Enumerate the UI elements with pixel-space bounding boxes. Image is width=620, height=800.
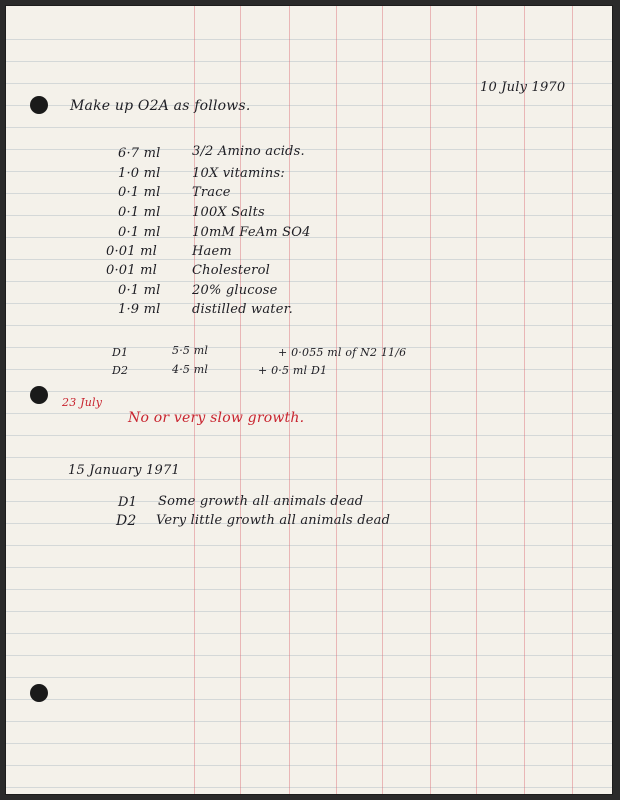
page-rule (382, 6, 383, 794)
page-rule (476, 6, 477, 794)
punch-hole (30, 684, 48, 702)
page-rule (524, 6, 525, 794)
notebook-page (6, 6, 612, 794)
recipe-qty: 1·9 ml (118, 302, 161, 317)
recipe-qty: 6·7 ml (118, 146, 161, 161)
recipe-item: Cholesterol (192, 263, 270, 278)
dilution-label: D1 (112, 346, 129, 359)
page-rule (240, 6, 241, 794)
dilution-volume: 4·5 ml (172, 363, 209, 376)
result-label: D2 (116, 513, 137, 529)
recipe-qty: 0·01 ml (106, 263, 157, 278)
result-text: Very little growth all animals dead (156, 513, 391, 528)
note-text: No or very slow growth. (128, 410, 305, 426)
dilution-label: D2 (112, 364, 129, 377)
dilution-addition: + 0·055 ml of N2 11/6 (278, 346, 407, 359)
page-rule (194, 6, 195, 794)
recipe-item: Trace (192, 185, 231, 200)
recipe-qty: 0·1 ml (118, 225, 161, 240)
result-label: D1 (118, 495, 138, 510)
followup-date: 15 January 1971 (68, 463, 180, 478)
recipe-qty: 0·1 ml (118, 185, 161, 200)
entry-heading: Make up O2A as follows. (70, 98, 251, 114)
recipe-qty: 1·0 ml (118, 166, 161, 181)
dilution-volume: 5·5 ml (172, 344, 209, 357)
entry-date: 10 July 1970 (480, 80, 566, 95)
punch-hole (30, 96, 48, 114)
recipe-item: 10mM FeAm SO4 (192, 225, 311, 240)
recipe-item: 3/2 Amino acids. (192, 144, 305, 159)
punch-hole (30, 386, 48, 404)
page-rule (289, 6, 290, 794)
result-text: Some growth all animals dead (158, 494, 364, 509)
recipe-item: Haem (192, 244, 232, 259)
page-rule (336, 6, 337, 794)
recipe-item: 20% glucose (192, 283, 278, 298)
recipe-item: 10X vitamins: (192, 166, 285, 181)
recipe-item: distilled water. (192, 302, 293, 317)
recipe-item: 100X Salts (192, 205, 265, 220)
note-date: 23 July (62, 396, 103, 409)
recipe-qty: 0·1 ml (118, 283, 161, 298)
recipe-qty: 0·1 ml (118, 205, 161, 220)
dilution-addition: + 0·5 ml D1 (258, 364, 328, 377)
recipe-qty: 0·01 ml (106, 244, 157, 259)
page-rule (430, 6, 431, 794)
page-rule (572, 6, 573, 794)
